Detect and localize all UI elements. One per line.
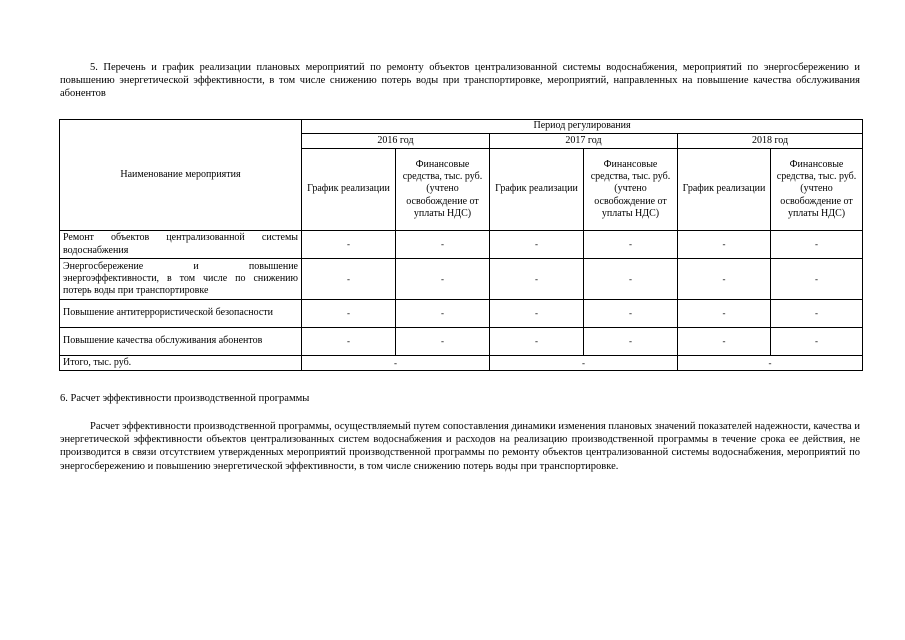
table-cell: - bbox=[771, 231, 863, 259]
row-name: Энергосбережение и повышение энергоэффективности, в том числе по снижению потерь воды при транспортировке bbox=[60, 259, 302, 300]
subheader-schedule: График реализации bbox=[678, 149, 771, 231]
table-cell: - bbox=[584, 328, 678, 356]
row-name: Повышение качества обслуживания абонентов bbox=[60, 328, 302, 356]
table-cell: - bbox=[396, 300, 490, 328]
table-cell: - bbox=[490, 259, 584, 300]
table-cell: - bbox=[302, 328, 396, 356]
col-header-year-2016: 2016 год bbox=[302, 134, 490, 149]
subheader-schedule: График реализации bbox=[490, 149, 584, 231]
table-row bbox=[60, 259, 863, 300]
table-cell: - bbox=[490, 231, 584, 259]
table-cell: - bbox=[396, 259, 490, 300]
col-header-period: Период регулирования bbox=[302, 120, 863, 134]
table-row bbox=[60, 300, 863, 328]
table-row bbox=[60, 328, 863, 356]
subheader-finance: Финансовые средства, тыс. руб. (учтено освобождение от уплаты НДС) bbox=[771, 149, 863, 231]
table-cell: - bbox=[678, 300, 771, 328]
table-cell: - bbox=[584, 259, 678, 300]
total-label: Итого, тыс. руб. bbox=[60, 356, 302, 371]
subheader-schedule: График реализации bbox=[302, 149, 396, 231]
table-cell: - bbox=[490, 328, 584, 356]
table-cell: - bbox=[584, 300, 678, 328]
table-cell: - bbox=[302, 231, 396, 259]
total-value-2018: - bbox=[678, 356, 863, 371]
row-name: Ремонт объектов централизованной системы водоснабжения bbox=[60, 231, 302, 259]
table-cell: - bbox=[302, 259, 396, 300]
activities-table bbox=[59, 119, 863, 371]
table-cell: - bbox=[302, 300, 396, 328]
table-cell: - bbox=[678, 328, 771, 356]
table-total-row bbox=[60, 356, 863, 371]
table-row bbox=[60, 231, 863, 259]
col-header-year-2018: 2018 год bbox=[678, 134, 863, 149]
total-value-2017: - bbox=[490, 356, 678, 371]
table-cell: - bbox=[771, 259, 863, 300]
section-6-heading: 6. Расчет эффективности производственной программы bbox=[60, 393, 310, 404]
table-cell: - bbox=[396, 231, 490, 259]
table-cell: - bbox=[678, 259, 771, 300]
section-5-text: 5. Перечень и график реализации плановых мероприятий по ремонту объектов централизованной системы водоснабжения, мероприятий по энергосбережению и повышению энергетической эффективности, в том числе снижению потерь воды при транспортировке, мероприятий, направленных на повышение качества обслуживания абонентов bbox=[60, 62, 860, 100]
table-cell: - bbox=[584, 231, 678, 259]
col-header-activity: Наименование мероприятия bbox=[60, 120, 302, 231]
total-value-2016: - bbox=[302, 356, 490, 371]
row-name: Повышение антитеррористической безопасности bbox=[60, 300, 302, 328]
table-cell: - bbox=[771, 328, 863, 356]
section-6-text: Расчет эффективности производственной программы, осуществляемый путем сопоставления динамики изменения плановых значений показателей надежности, качества и энергетической эффективности объектов централизованных систем водоснабжения и расходов на реализацию производственной программы в течение срока ее действия, не производится в связи отсутствием утвержденных мероприятий производственной программы по ремонту объектов централизованной системы водоснабжения, мероприятий по энергосбережению и повышению энергетической эффективности, в том числе снижению потерь воды при транспортировке. bbox=[60, 421, 860, 472]
col-header-year-2017: 2017 год bbox=[490, 134, 678, 149]
table-cell: - bbox=[490, 300, 584, 328]
subheader-finance: Финансовые средства, тыс. руб. (учтено освобождение от уплаты НДС) bbox=[584, 149, 678, 231]
table-cell: - bbox=[678, 231, 771, 259]
table-cell: - bbox=[771, 300, 863, 328]
table-cell: - bbox=[396, 328, 490, 356]
subheader-finance: Финансовые средства, тыс. руб. (учтено освобождение от уплаты НДС) bbox=[396, 149, 490, 231]
